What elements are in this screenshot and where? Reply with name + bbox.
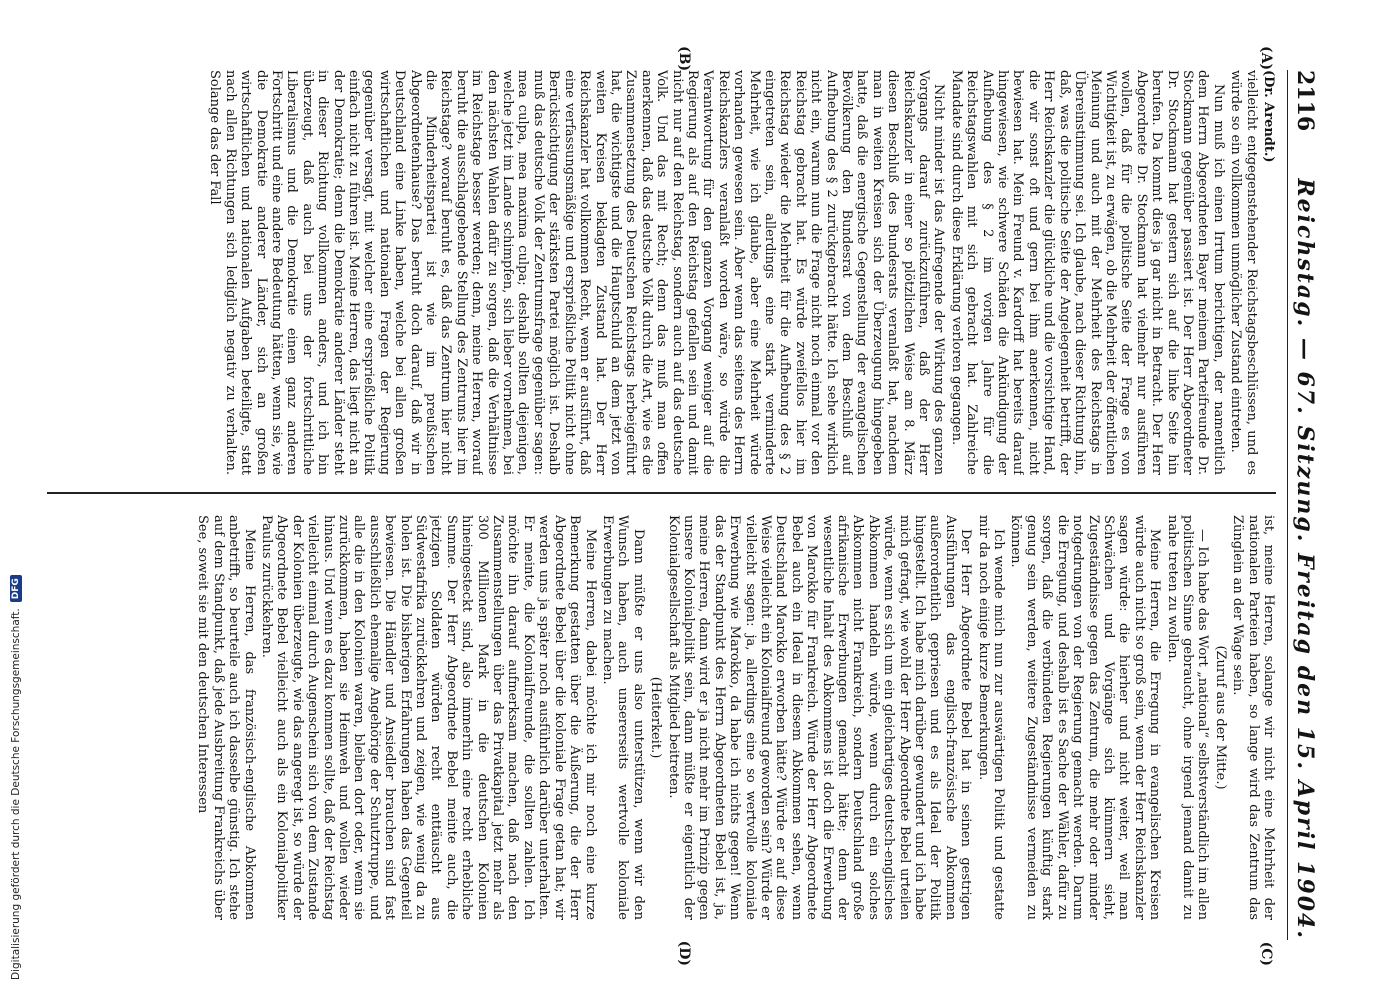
- paragraph: — Ich habe das Wort „national“ selbstverständlich im allen politischen Sinne gebraucht, ohne irgend jemand damit zu nahe treten zu wollen.: [1164, 515, 1210, 920]
- paragraph: Der Herr Abgeordnete Bebel hat in seinen gestrigen Ausführungen das englisch-französische Abkommen außerordentlich gepriesen und es als Ideal der Politik hingestellt. Ich habe mich darüber gewundert und ich habe mich gefragt, wie wohl der Herr Abgeordnete Bebel urteilen würde, wenn es sich um ein gleichartiges deutsch-englisches Abkommen handeln würde, wenn durch ein solches Abkommen nicht Frankreich, sondern Deutschland große afrikanische Erwerbungen gemacht hätte; denn der wesentliche Inhalt des Abkommens ist doch die Erwerbung von Marokko für Frankreich. Würde der Herr Abgeordnete Bebel auch ein Ideal in diesem Abkommen sehen, wenn Deutschland Marokko erworben hätte? Würde er auf diese Weise vielleicht ein Kolonialfreund geworden sein? Würde er vielleicht sagen: ja, allerdings eine so wertvolle koloniale Erwerbung wie Marokko, da habe ich nichts gegen! Wenn das der Standpunkt des Herrn Abgeordneten Bebel ist, ja, meine Herren, dann wird er ja nicht mehr im Prinzip gegen unsere Kolonialpolitik sein, dann müßte er eigentlich der Kolonialgesellschaft als Mitglied beitreten.: [665, 515, 973, 920]
- paragraph: vielleicht entgegenstehender Reichstagsbeschlüssen, und es würde so ein vollkommen unmöglicher Zustand eintreten.: [1227, 70, 1259, 475]
- paragraph: Meine Herren, dabei möchte ich mir noch eine kurze Bemerkung gestatten über die Äußerung, die der Herr Abgeordnete Bebel über die koloniale Frage getan hat; wir werden uns ja später noch ausführlich darüber unterhalten. Er meinte, die Kolonialfreunde, die sollten zahlen. Ich möchte ihn darauf aufmerksam machen, daß nach den Zusammenstellungen über das Privatkapital jetzt mehr als 300 Millionen Mark in die deutschen Kolonien hineingesteckt sind, also immerhin eine recht erhebliche Summe. Der Herr Abgeordnete Bebel meinte auch, die jetzigen Soldaten würden recht enttäuscht aus Südwestafrika zurückkehren und zeigen, wie wenig da zu holen ist. Die bisherigen Erfahrungen haben das Gegenteil bewiesen. Die Händler und Ansiedler brauchen sind fast ausschließlich ehemalige Angehörige der Schutztruppe, und alle die in den Kolonien waren, bleiben dort oder, wenn sie zurückkommen, haben sie Heimweh und wollen wieder hinaus. Und wenn es dazu kommen sollte, daß der Reichstag vielleicht einmal durch Augenschein sich von dem Zustande der Kolonien überzeugte, wie das angeregt ist, so würde der Abgeordnete Bebel vielleicht auch als ein Kolonialpolitiker Paulus zurückkehren.: [258, 515, 598, 920]
- column-divider: [47, 492, 1276, 494]
- margin-marker-d: (D): [675, 940, 692, 966]
- paragraph: Ich wende mich nun zur auswärtigen Politik und gestatte mir da noch einige kurze Bemerkungen.: [975, 515, 1006, 920]
- page-number: 2116: [1291, 70, 1318, 132]
- right-column: [47, 515, 1276, 920]
- paragraph: Nun muß ich einen Irrtum berichtigen, der namentlich dem Herrn Abgeordneten Bayer meinem Parteifreunde Dr. Stockmann gegenüber passiert ist. Der Herr Abgeordneter Dr. Stockmann hat gestern sich auf die linke Seite hin berufen. Da kommt dies ja gar nicht in Betracht. Der Herr Abgeordnete Dr. Stockmann hat vielmehr nur ausführen wollen, daß für die politische Seite der Frage es von Wichtigkeit ist, zu erwägen, ob die Mehrheit der öffentlichen Meinung und auch mit der Mehrheit des Reichstags in Übereinstimmung sei. Ich glaube, nach dieser Richtung hin, daß, was die politische Seite der Angelegenheit betrifft, der Herr Reichskanzler die glückliche und die vorsichtige Hand, die wir sonst oft und gern bei ihm anerkennen, nicht bewiesen hat. Mein Freund v. Kardorff hat bereits darauf hingewiesen, wie schwere Schäden die Ankündigung der Aufhebung des § 2 im vorigen Jahre für die Reichstagswahlen mit sich gebracht hat. Zahlreiche Mandate sind durch diese Erklärung verloren gegangen.: [948, 70, 1226, 475]
- page-title: Reichstag. — 67. Sitzung. Freitag den 15. April 1904.: [1291, 178, 1318, 940]
- interjection: (Heiterkeit.): [647, 676, 663, 759]
- interjection: (Zuruf aus der Mitte.): [1212, 645, 1228, 790]
- paragraph: ist, meine Herren, solange wir nicht eine Mehrheit der nationalen Parteien haben, so lange wird das Zentrum das Zünglein an der Wage sein.: [1229, 515, 1276, 920]
- margin-marker-b: (B): [675, 46, 692, 72]
- paragraph: Meine Herren, das französisch-englische Abkommen anbetrifft, so beurteile auch ich dasselbe günstig. Ich stehe auf dem Standpunkt, daß jede Ausbreitung Frankreichs über See, soweit sie mit den deutschen Interessen: [194, 515, 257, 920]
- speaker-label: (Dr. Arendt.): [1260, 70, 1276, 163]
- paragraph: Nicht minder ist das Aufregende der Wirkung des ganzen Vorgangs darauf zurückzuführen, daß der Herr Reichskanzler in einer so plötzlichen Weise am 8. März diesen Beschluß des Bundesrats veranlaßt hat, nachdem man in weiten Kreisen sich der Überzeugung hingegeben hatte, daß die energische Gegenstellung der evangelischen Bevölkerung den Bundesrat von dem Beschluß auf Aufhebung des § 2 zurückgebracht hätte. Ich sehe wirklich nicht ein, warum nun die Frage nicht noch einmal vor den Reichstag gebracht hat. Es würde zweifellos hier im Reichstag wieder die Mehrheit für die Aufhebung des § 2 eingetreten sein, allerdings eine stark verminderte Mehrheit, wie ich glaube, aber eine Mehrheit würde vorhanden gewesen sein. Aber wenn das seitens des Herrn Reichskanzlers veranlaßt worden wäre, so würde die Verantwortung für den ganzen Vorgang weniger auf die Regierung als auf den Reichstag gefallen sein und damit nicht nur auf den Reichstag, sondern auch auf das deutsche Volk. Und das mit Recht; denn das muß man offen anerkennen, daß das deutsche Volk durch die Art, wie es die Zusammensetzung des Deutschen Reichstags herbeigeführt hat, die wichtigste und die Hauptschuld an dem jetzt von weiten Kreisen beklagten Zustand hat. Der Herr Reichskanzler hat vollkommen Recht, wenn er ausführt, daß eine verfassungsmäßige und ersprießliche Politik nicht ohne Berücksichtigung der stärksten Partei möglich ist. Deshalb muß das deutsche Volk der Zentrumsfrage gegenüber sagen: mea culpa, mea maxima culpa; deshalb sollten diejenigen, welche jetzt im Lande schimpfen, sich lieber vornehmen, bei den nächsten Wahlen dafür zu sorgen, daß die Verhältnisse im Reichstage besser werden; denn, meine Herren, worauf beruht die ausschlaggebende Stellung des Zentrums hier im Reichstage? worauf beruht es, daß das Zentrum hier nicht die Minderheitspartei ist wie im preußischen Abgeordnetenhause? Das beruht doch darauf, daß wir in Deutschland eine Linke haben, welche bei allen großen wirtschaftlichen und nationalen Fragen der Regierung gegenüber versagt, mit welcher eine ersprießliche Politik einfach nicht zu führen ist. Meine Herren, das liegt nicht an der Demokratie; denn die Demokratie anderer Länder steht in dieser Richtung vollkommen anders, und ich bin überzeugt, daß auch bei uns der fortschrittliche Liberalismus und die Demokratie einen ganz anderen Fortschritt und eine andere Bedeutung hätten, wenn sie, wie die Demokratie anderer Länder, sich an großen wirtschaftlichen und nationalen Aufgaben beteiligte, statt nach allen Richtungen sich lediglich negativ zu verhalten. Solange das der Fall: [206, 70, 946, 475]
- margin-marker-c: (C): [1257, 941, 1274, 966]
- funding-text: Digitalisierung gefördert durch die Deutsche Forschungsgemeinschaft.: [10, 608, 22, 980]
- document-page: [32, 40, 1332, 966]
- left-column: [47, 70, 1276, 475]
- funding-footer: [10, 0, 22, 980]
- dfg-logo: DFG: [10, 575, 22, 602]
- margin-marker-a: (A): [1257, 46, 1274, 71]
- paragraph: Dann müßte er uns also unterstützen, wenn wir den Wunsch haben, auch unsererseits wertvolle koloniale Erwerbungen zu machen.: [599, 515, 646, 920]
- paragraph: Meine Herren, die Erregung in evangelischen Kreisen würde auch nicht so groß sein, wenn der Herr Reichskanzler sagen würde: die hierher und nicht weiter, weil man Schwächen und Vorgänge sich kümmern sieht, Zugeständnisse gegen das Zentrum, die mehr oder minder notgedrungen von der Regierung gemacht werden. Darum die Erregung, und deshalb ist es Sache der Wähler, dafür zu sorgen, daß die verbündeten Regierungen künftig stark genug sein werden, weitere Zugeständnisse vermeiden zu können.: [1008, 515, 1162, 920]
- page-header: [1287, 70, 1322, 940]
